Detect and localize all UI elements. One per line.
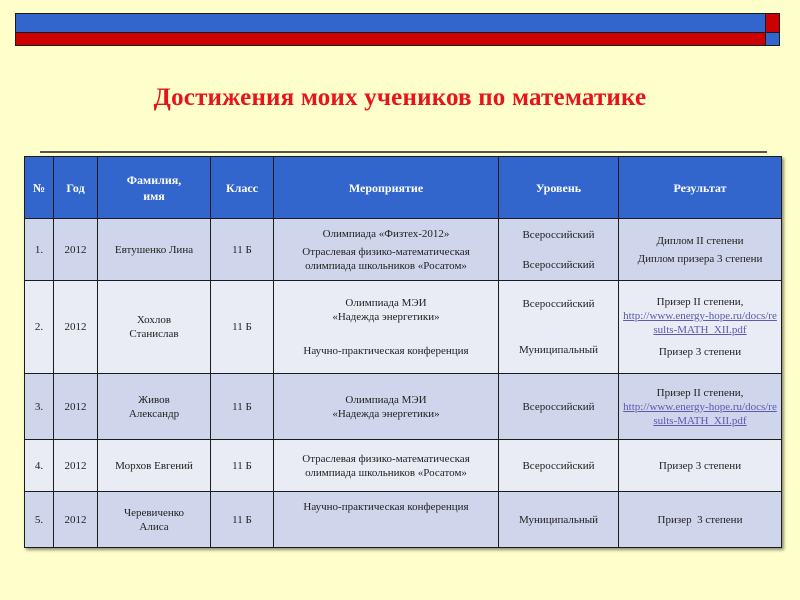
red-bar <box>15 32 766 46</box>
event-text: Научно-практическая конференция <box>303 345 469 357</box>
cell-year: 2012 <box>54 374 98 440</box>
name-text: Хохлов Станислав <box>129 314 179 340</box>
blue-square <box>765 32 780 46</box>
table-row <box>25 492 782 548</box>
level-text: Муниципальный <box>518 344 599 356</box>
table-row <box>25 374 782 440</box>
cell-level <box>499 219 619 281</box>
event-text: Отраслевая физико-математическая олимпиада школьников «Росатом» <box>302 452 470 479</box>
cell-name: Евтушенко Лина <box>98 219 211 281</box>
cell-year: 2012 <box>54 281 98 374</box>
page-title: Достижения моих учеников по математике <box>153 84 647 111</box>
cell-event <box>274 374 499 440</box>
header-year: Год <box>54 157 98 219</box>
cell-class: 11 Б <box>211 492 274 548</box>
cell-year: 2012 <box>54 492 98 548</box>
level-text: Всероссийский <box>522 228 595 241</box>
table-row <box>25 281 782 374</box>
cell-result: Призер 3 степени <box>619 440 782 492</box>
header-name-label: Фамилия, имя <box>126 172 182 203</box>
table-row <box>25 219 782 281</box>
event-text: Олимпиада «Физтех-2012» <box>322 227 450 240</box>
cell-num: 2. <box>25 281 54 374</box>
cell-class: 11 Б <box>211 440 274 492</box>
cell-event <box>274 440 499 492</box>
header-name <box>98 157 211 219</box>
cell-result <box>619 281 782 374</box>
cell-class: 11 Б <box>211 374 274 440</box>
cell-num: 5. <box>25 492 54 548</box>
event-text: Олимпиада МЭИ «Надежда энергетики» <box>332 393 440 420</box>
cell-name <box>98 492 211 548</box>
result-text: Призер 3 степени <box>658 346 742 358</box>
results-link[interactable]: http://www.energy-hope.ru/docs/results-MATH_XII.pdf <box>623 310 777 336</box>
cell-name <box>98 281 211 374</box>
header-decoration-bars <box>15 13 780 46</box>
achievements-table <box>24 156 782 548</box>
cell-name <box>98 374 211 440</box>
header-event: Мероприятие <box>274 157 499 219</box>
cell-class: 11 Б <box>211 281 274 374</box>
cell-num: 4. <box>25 440 54 492</box>
name-text: Черевиченко Алиса <box>123 506 185 533</box>
cell-result: Призер 3 степени <box>619 492 782 548</box>
cell-num: 3. <box>25 374 54 440</box>
event-text: Олимпиада МЭИ «Надежда энергетики» <box>332 297 440 323</box>
name-text: Живов Александр <box>128 393 180 420</box>
level-text: Всероссийский <box>522 298 595 310</box>
table-header-row <box>25 157 782 219</box>
cell-name: Морхов Евгений <box>98 440 211 492</box>
title-divider <box>40 151 767 153</box>
cell-level: Всероссийский <box>499 374 619 440</box>
result-text: Призер II степени, <box>656 386 744 399</box>
result-text: Призер II степени, <box>656 296 744 308</box>
cell-year: 2012 <box>54 440 98 492</box>
cell-event <box>274 281 499 374</box>
blue-bar <box>15 13 766 33</box>
cell-class: 11 Б <box>211 219 274 281</box>
event-text: Отраслевая физико-математическая олимпиада школьников «Росатом» <box>302 245 470 272</box>
results-link[interactable]: http://www.energy-hope.ru/docs/results-MATH_XII.pdf <box>623 400 777 427</box>
cell-year: 2012 <box>54 219 98 281</box>
cell-event <box>274 219 499 281</box>
cell-level: Всероссийский <box>499 440 619 492</box>
header-result: Результат <box>619 157 782 219</box>
cell-result <box>619 219 782 281</box>
result-text: Диплом призера 3 степени <box>637 252 763 265</box>
header-class: Класс <box>211 157 274 219</box>
cell-event <box>274 492 499 548</box>
level-text: Всероссийский <box>522 258 595 271</box>
cell-level: Муниципальный <box>499 492 619 548</box>
cell-num: 1. <box>25 219 54 281</box>
cell-result <box>619 374 782 440</box>
result-text: Диплом II степени <box>656 234 744 247</box>
red-square <box>765 13 780 33</box>
header-level: Уровень <box>499 157 619 219</box>
header-num: № <box>25 157 54 219</box>
table-row <box>25 440 782 492</box>
cell-level <box>499 281 619 374</box>
event-text: Научно-практическая конференция <box>303 501 469 513</box>
